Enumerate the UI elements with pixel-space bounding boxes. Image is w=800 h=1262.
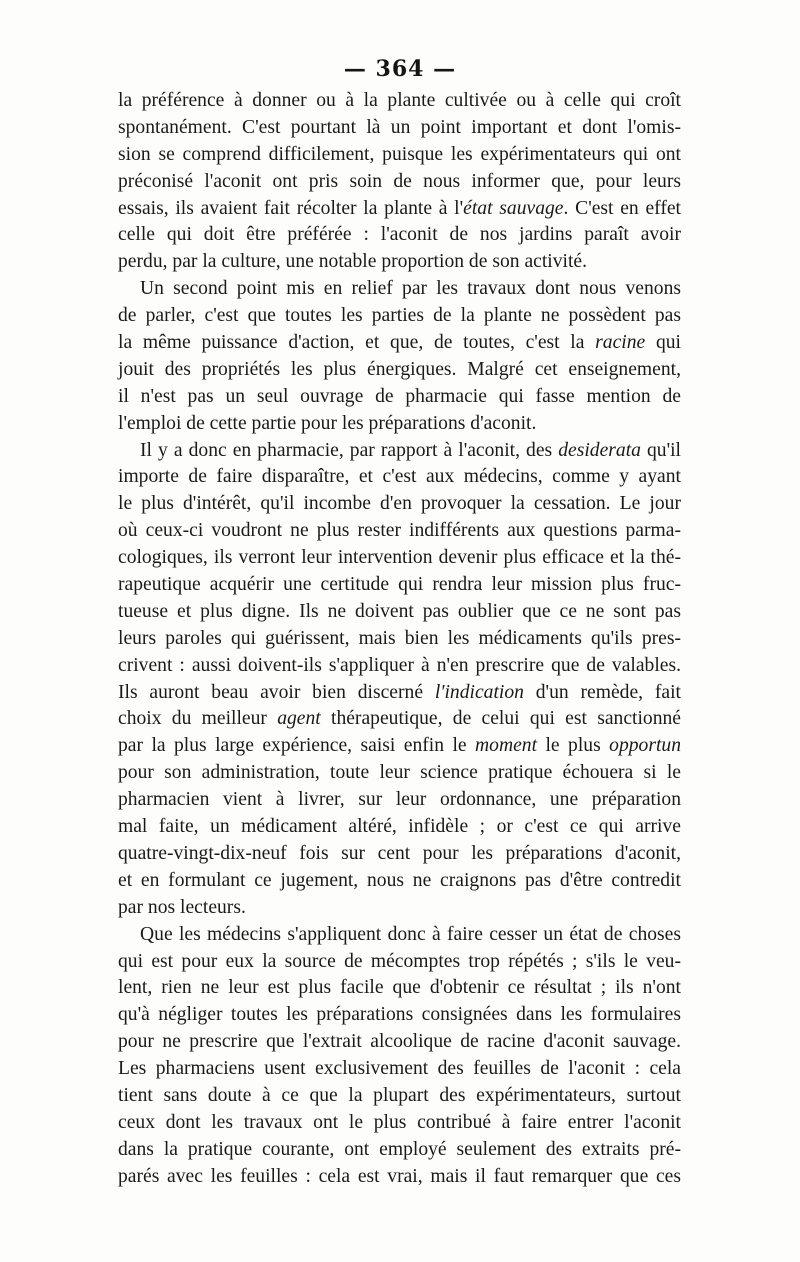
text-line	[118, 599, 681, 626]
italic-text: racine	[595, 332, 646, 354]
text-run: pharmacien vient à livrer, sur leur ordonnance, une préparation	[118, 789, 681, 811]
text-run: leurs paroles qui guérissent, mais bien les médicaments qu'ils pres-	[118, 627, 681, 649]
text-line	[118, 706, 681, 733]
italic-text: agent	[277, 708, 321, 730]
text-line	[118, 787, 681, 814]
text-run: Il y a donc en pharmacie, par rapport à l'aconit, des	[140, 439, 559, 461]
text-line	[118, 142, 681, 169]
text-run: l'emploi de cette partie pour les préparations d'aconit.	[118, 412, 537, 434]
text-run: Que les médecins s'appliquent donc à faire cesser un état de choses	[140, 923, 681, 945]
text-run: il n'est pas un seul ouvrage de pharmacie qui fasse mention de	[118, 385, 681, 407]
text-line	[118, 760, 681, 787]
text-line	[118, 88, 681, 115]
text-run: de parler, c'est que toutes les parties de la plante ne possèdent pas	[118, 305, 681, 327]
text-line	[118, 1056, 681, 1083]
text-run: la même puissance d'action, et que, de toutes, c'est la	[118, 332, 596, 354]
text-line	[118, 438, 681, 465]
text-run: thérapeutique, de celui qui est sanctionné	[320, 708, 681, 730]
text-run: qui est pour eux la source de mécomptes trop répétés ; s'ils le veu-	[118, 950, 681, 972]
italic-text: l'indication	[434, 681, 524, 703]
italic-text: moment	[475, 735, 538, 757]
text-run: dans la pratique courante, ont employé seulement des extraits pré-	[118, 1138, 681, 1160]
text-line	[118, 680, 681, 707]
text-run: tueuse et plus digne. Ils ne doivent pas oublier que ce ne sont pas	[118, 600, 681, 622]
text-line	[118, 518, 681, 545]
text-run: sion se comprend difficilement, puisque les expérimentateurs qui ont	[118, 143, 681, 165]
text-run: par la plus large expérience, saisi enfin le	[118, 735, 476, 757]
text-run: Les pharmaciens usent exclusivement des feuilles de l'aconit : cela	[118, 1058, 681, 1080]
text-run: essais, ils avaient fait récolter la plante à l'	[118, 197, 464, 219]
text-line	[118, 1029, 681, 1056]
text-run: importe de faire disparaître, et c'est aux médecins, comme y ayant	[118, 466, 681, 488]
text-run: lent, rien ne leur est plus facile que d'obtenir ce résultat ; ils n'ont	[118, 977, 681, 999]
text-line	[118, 572, 681, 599]
text-line	[118, 814, 681, 841]
text-line	[118, 411, 681, 438]
text-line	[118, 384, 681, 411]
italic-text: état sauvage	[463, 197, 564, 219]
text-run: tient sans doute à ce que la plupart des expérimentateurs, surtout	[118, 1084, 681, 1106]
text-run: crivent : aussi doivent-ils s'appliquer à n'en prescrire que de valables.	[118, 654, 681, 676]
text-run: qui	[645, 332, 681, 354]
text-line	[118, 196, 681, 223]
text-run: le plus d'intérêt, qu'il incombe d'en provoquer la cessation. Le jour	[118, 493, 681, 515]
text-run: d'un remède, fait	[523, 681, 681, 703]
text-run: pour ne prescrire que l'extrait alcoolique de racine d'aconit sauvage.	[118, 1031, 681, 1053]
text-line	[118, 975, 681, 1002]
text-run: la préférence à donner ou à la plante cultivée ou à celle qui croît	[118, 90, 681, 111]
text-run: qu'il	[640, 439, 681, 461]
text-run: spontanément. C'est pourtant là un point important et dont l'omis-	[118, 116, 681, 138]
body-text	[118, 88, 681, 1191]
text-line	[118, 868, 681, 895]
text-line	[118, 276, 681, 303]
text-run: celle qui doit être préférée : l'aconit de nos jardins paraît avoir	[118, 224, 681, 246]
text-line	[118, 626, 681, 653]
text-line	[118, 169, 681, 196]
text-line	[118, 1137, 681, 1164]
text-line	[118, 1110, 681, 1137]
text-run: préconisé l'aconit ont pris soin de nous informer que, pour leurs	[118, 170, 681, 192]
text-run: parés avec les feuilles : cela est vrai, mais il faut remarquer que ces	[118, 1165, 681, 1187]
text-run: par nos lecteurs.	[118, 896, 246, 918]
italic-text: opportun	[609, 735, 682, 757]
text-line	[118, 841, 681, 868]
text-line	[118, 249, 681, 276]
text-run: mal faite, un médicament altéré, infidèle ; or c'est ce qui arrive	[118, 816, 681, 838]
text-line	[118, 733, 681, 760]
text-line	[118, 653, 681, 680]
text-run: et en formulant ce jugement, nous ne craignons pas d'être contredit	[118, 869, 681, 891]
text-line	[118, 115, 681, 142]
text-line	[118, 922, 681, 949]
text-line	[118, 895, 681, 922]
text-line	[118, 949, 681, 976]
text-line	[118, 1002, 681, 1029]
text-run: jouit des propriétés les plus énergiques. Malgré cet enseignement,	[118, 358, 681, 380]
text-run: perdu, par la culture, une notable proportion de son activité.	[118, 251, 588, 273]
text-run: choix du meilleur	[118, 708, 278, 730]
italic-text: desiderata	[558, 439, 641, 461]
text-run: Ils auront beau avoir bien discerné	[118, 681, 435, 703]
text-run: quatre-vingt-dix-neuf fois sur cent pour les préparations d'aconit,	[118, 842, 681, 864]
text-run: le plus	[537, 735, 610, 757]
text-run: pour son administration, toute leur science pratique échouera si le	[118, 762, 681, 784]
text-run: . C'est en effet	[563, 197, 681, 219]
text-run: Un second point mis en relief par les travaux dont nous venons	[140, 278, 681, 300]
page-number: — 364 —	[343, 56, 457, 82]
text-run: où ceux-ci voudront ne plus rester indifférents aux questions parma-	[118, 520, 681, 542]
text-line	[118, 222, 681, 249]
text-line	[118, 330, 681, 357]
text-line	[118, 357, 681, 384]
text-line	[118, 303, 681, 330]
text-line	[118, 1164, 681, 1191]
text-run: rapeutique acquérir une certitude qui rendra leur mission plus fruc-	[118, 574, 681, 596]
text-run: qu'à négliger toutes les préparations consignées dans les formulaires	[118, 1004, 681, 1026]
text-line	[118, 491, 681, 518]
text-line	[118, 545, 681, 572]
text-line	[118, 1083, 681, 1110]
text-run: ceux dont les travaux ont le plus contribué à faire entrer l'aconit	[118, 1111, 681, 1133]
text-line	[118, 464, 681, 491]
text-run: cologiques, ils verront leur intervention devenir plus efficace et la thé-	[118, 547, 681, 569]
